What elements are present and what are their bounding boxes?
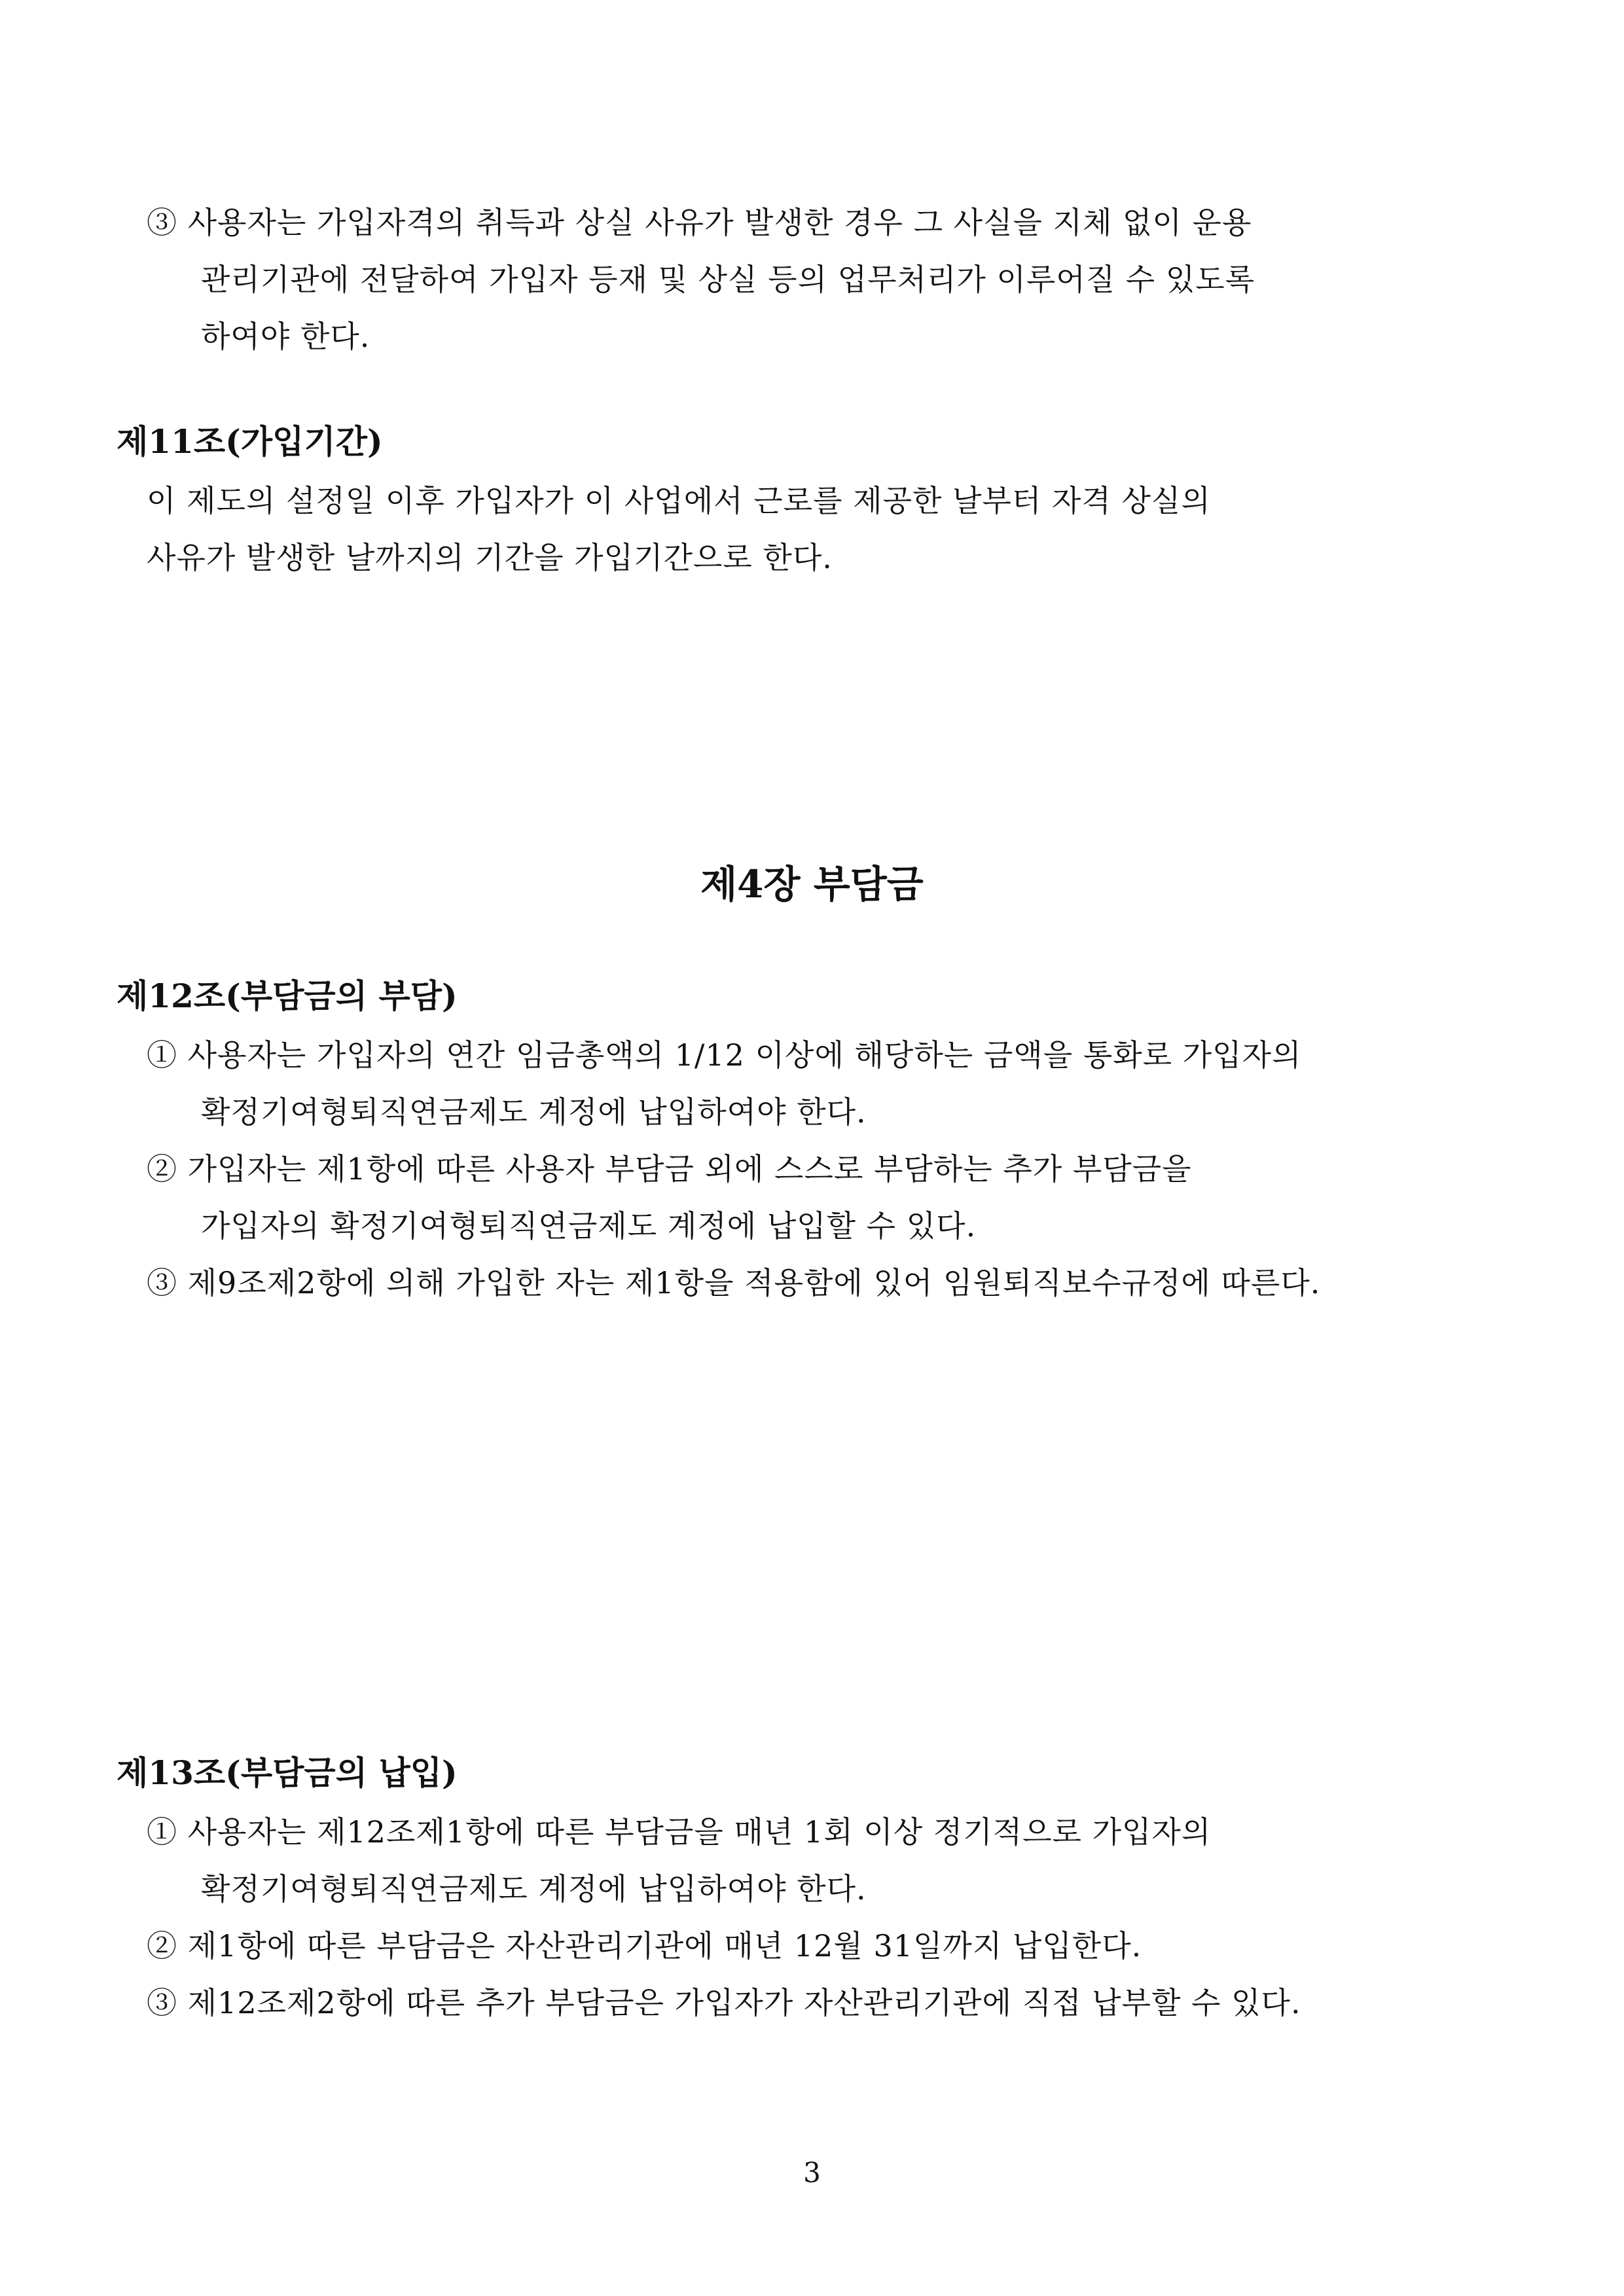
article12-item1-line2: 확정기여형퇴직연금제도 계정에 납입하여야 한다. bbox=[201, 1094, 867, 1130]
article13-item3-line1: ③ 제12조제2항에 따른 추가 부담금은 가입자가 자산관리기관에 직접 납부할 수 있다. bbox=[147, 1985, 1301, 2020]
chapter-title: 제4장 부담금 bbox=[700, 862, 924, 906]
article10-item3-line1: ③ 사용자는 가입자격의 취득과 상실 사유가 발생한 경우 그 사실을 지체 없이 운용 bbox=[147, 205, 1252, 240]
article13-item1-line2: 확정기여형퇴직연금제도 계정에 납입하여야 한다. bbox=[201, 1871, 867, 1907]
article13-title: 제13조(부담금의 납입) bbox=[117, 1753, 458, 1792]
article11-line1: 이 제도의 설정일 이후 가입자가 이 사업에서 근로를 제공한 날부터 자격 상실의 bbox=[147, 483, 1211, 518]
article10-item3-line2: 관리기관에 전달하여 가입자 등재 및 상실 등의 업무처리가 이루어질 수 있도록 bbox=[201, 262, 1255, 297]
article13-item1-line1: ① 사용자는 제12조제1항에 따른 부담금을 매년 1회 이상 정기적으로 가입자의 bbox=[147, 1814, 1212, 1850]
article13-item2-line1: ② 제1항에 따른 부담금은 자산관리기관에 매년 12월 31일까지 납입한다. bbox=[147, 1928, 1142, 1964]
article11-title: 제11조(가입기간) bbox=[117, 422, 383, 461]
article12-item3-line1: ③ 제9조제2항에 의해 가입한 자는 제1항을 적용함에 있어 임원퇴직보수규정에 따른다. bbox=[147, 1265, 1321, 1300]
page-number: 3 bbox=[803, 2157, 821, 2189]
article11-line2: 사유가 발생한 날까지의 기간을 가입기간으로 한다. bbox=[147, 540, 833, 575]
article12-title: 제12조(부담금의 부담) bbox=[117, 977, 458, 1015]
article12-item1-line1: ① 사용자는 가입자의 연간 임금총액의 1/12 이상에 해당하는 금액을 통화로 가입자의 bbox=[147, 1037, 1302, 1073]
article10-item3-line3: 하여야 한다. bbox=[201, 319, 370, 354]
article12-item2-line1: ② 가입자는 제1항에 따른 사용자 부담금 외에 스스로 부담하는 추가 부담금을 bbox=[147, 1151, 1192, 1187]
article12-item2-line2: 가입자의 확정기여형퇴직연금제도 계정에 납입할 수 있다. bbox=[201, 1208, 977, 1244]
